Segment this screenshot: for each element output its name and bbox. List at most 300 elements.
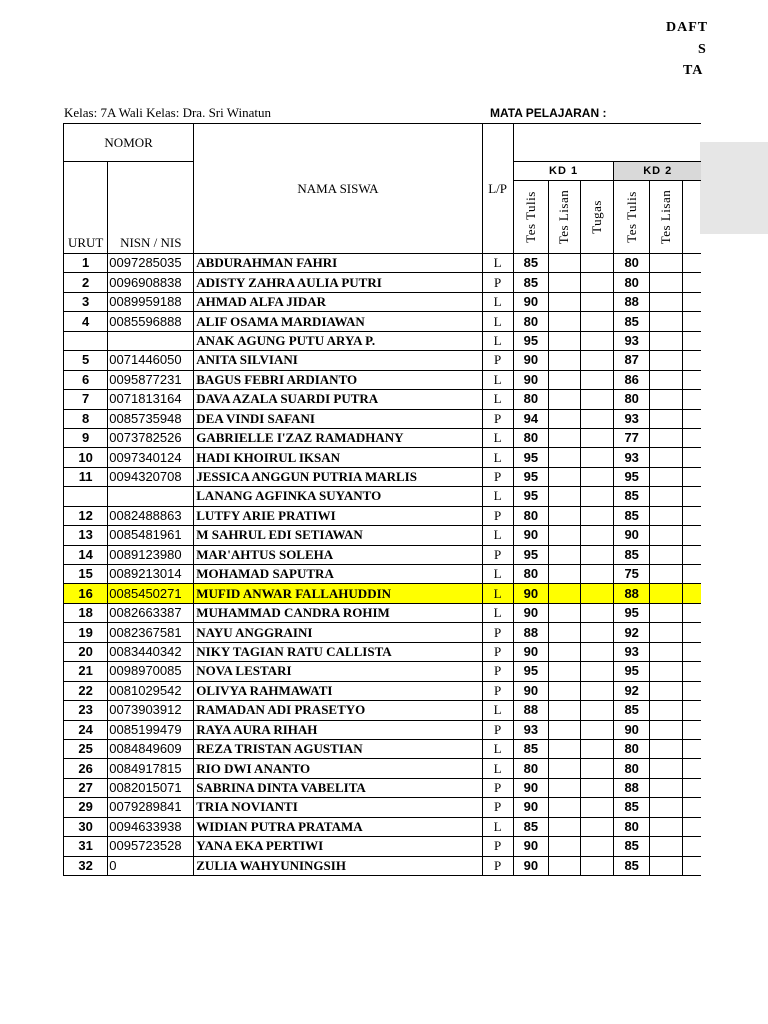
row-kd1-tes-lisan: [548, 390, 580, 409]
row-nama: NIKY TAGIAN RATU CALLISTA: [194, 642, 482, 661]
row-kd2-extra: [682, 487, 701, 506]
row-nama: DEA VINDI SAFANI: [194, 409, 482, 428]
row-nisn: 0095723528: [108, 837, 194, 856]
table-row: [64, 370, 702, 389]
lp-header: L/P: [482, 124, 513, 254]
doc-title-line-1: DAFT: [666, 20, 709, 35]
kd1-tugas-label: Tugas: [589, 200, 605, 234]
row-kd1-tes-lisan: [548, 545, 580, 564]
row-kd2-extra: [682, 603, 701, 622]
row-kd1-tes-tulis: 95: [513, 662, 548, 681]
row-kd1-tes-lisan: [548, 701, 580, 720]
table-row: [64, 662, 702, 681]
row-kd1-tugas: [581, 817, 614, 836]
row-kd2-tes-lisan: [649, 506, 682, 525]
row-nama: WIDIAN PUTRA PRATAMA: [194, 817, 482, 836]
row-kd2-extra: [682, 428, 701, 447]
row-nisn: 0095877231: [108, 370, 194, 389]
row-kd1-tes-lisan: [548, 856, 580, 875]
row-lp: L: [482, 428, 513, 447]
row-nama: ANITA SILVIANI: [194, 351, 482, 370]
row-kd2-extra: [682, 701, 701, 720]
row-kd2-tes-lisan: [649, 720, 682, 739]
row-kd2-tes-lisan: [649, 681, 682, 700]
urut-header: URUT: [64, 162, 108, 254]
row-nama: ANAK AGUNG PUTU ARYA P.: [194, 331, 482, 350]
row-kd1-tes-tulis: 85: [513, 739, 548, 758]
row-kd1-tugas: [581, 778, 614, 797]
row-kd2-extra: [682, 662, 701, 681]
table-row: [64, 448, 702, 467]
row-kd1-tes-lisan: [548, 312, 580, 331]
row-nama: JESSICA ANGGUN PUTRIA MARLIS: [194, 467, 482, 486]
table-row: [64, 837, 702, 856]
table-row: [64, 254, 702, 273]
kd1-tes-tulis-header: [513, 181, 548, 254]
row-nisn: 0073903912: [108, 701, 194, 720]
row-urut: 14: [64, 545, 108, 564]
row-kd2-tes-tulis: 85: [614, 837, 649, 856]
row-lp: L: [482, 312, 513, 331]
row-kd1-tes-tulis: 80: [513, 565, 548, 584]
row-kd2-tes-tulis: 85: [614, 545, 649, 564]
row-lp: P: [482, 681, 513, 700]
row-kd1-tes-lisan: [548, 739, 580, 758]
row-nisn: 0084917815: [108, 759, 194, 778]
row-nisn: 0089959188: [108, 292, 194, 311]
row-kd1-tes-tulis: 90: [513, 798, 548, 817]
row-kd2-tes-lisan: [649, 565, 682, 584]
table-row: [64, 603, 702, 622]
row-kd1-tes-tulis: 90: [513, 856, 548, 875]
row-kd1-tes-tulis: 85: [513, 817, 548, 836]
table-row: [64, 409, 702, 428]
row-kd2-tes-tulis: 92: [614, 623, 649, 642]
row-kd2-extra: [682, 351, 701, 370]
row-kd1-tugas: [581, 526, 614, 545]
kd1-header: KD 1: [513, 162, 614, 181]
row-nisn: 0097285035: [108, 254, 194, 273]
row-nama: HADI KHOIRUL IKSAN: [194, 448, 482, 467]
row-lp: L: [482, 254, 513, 273]
row-kd2-extra: [682, 467, 701, 486]
row-kd1-tes-tulis: 85: [513, 254, 548, 273]
row-kd1-tes-tulis: 90: [513, 292, 548, 311]
row-nisn: 0082663387: [108, 603, 194, 622]
row-kd2-tes-lisan: [649, 662, 682, 681]
row-kd2-tes-tulis: 90: [614, 526, 649, 545]
row-nama: SABRINA DINTA VABELITA: [194, 778, 482, 797]
row-urut: 4: [64, 312, 108, 331]
row-kd1-tugas: [581, 739, 614, 758]
row-urut: 1: [64, 254, 108, 273]
row-kd1-tes-lisan: [548, 778, 580, 797]
row-kd1-tugas: [581, 428, 614, 447]
row-nisn: 0083440342: [108, 642, 194, 661]
row-kd2-tes-tulis: 95: [614, 662, 649, 681]
row-kd1-tugas: [581, 798, 614, 817]
row-kd1-tes-lisan: [548, 837, 580, 856]
row-kd1-tes-tulis: 80: [513, 759, 548, 778]
kd1-tes-tulis-label: Tes Tulis: [522, 191, 538, 243]
row-kd2-tes-lisan: [649, 254, 682, 273]
row-kd1-tes-tulis: 90: [513, 526, 548, 545]
row-nisn: 0082488863: [108, 506, 194, 525]
table-row: [64, 701, 702, 720]
row-kd2-tes-tulis: 80: [614, 254, 649, 273]
row-nama: DAVA AZALA SUARDI PUTRA: [194, 390, 482, 409]
row-kd2-extra: [682, 798, 701, 817]
row-nisn: 0098970085: [108, 662, 194, 681]
row-nama: ABDURAHMAN FAHRI: [194, 254, 482, 273]
row-lp: P: [482, 778, 513, 797]
row-nama: RAMADAN ADI PRASETYO: [194, 701, 482, 720]
row-nisn: 0097340124: [108, 448, 194, 467]
table-row: [64, 681, 702, 700]
row-kd2-tes-tulis: 88: [614, 292, 649, 311]
row-kd2-tes-lisan: [649, 778, 682, 797]
row-urut: 23: [64, 701, 108, 720]
row-kd2-extra: [682, 739, 701, 758]
row-nama: MOHAMAD SAPUTRA: [194, 565, 482, 584]
row-kd1-tes-tulis: 95: [513, 545, 548, 564]
table-row: [64, 428, 702, 447]
row-kd1-tes-tulis: 95: [513, 448, 548, 467]
row-kd1-tes-tulis: 90: [513, 603, 548, 622]
row-kd1-tes-tulis: 90: [513, 837, 548, 856]
row-kd1-tes-lisan: [548, 623, 580, 642]
row-kd1-tes-lisan: [548, 428, 580, 447]
row-kd2-tes-lisan: [649, 545, 682, 564]
row-kd1-tes-tulis: 90: [513, 642, 548, 661]
row-lp: P: [482, 467, 513, 486]
row-kd1-tugas: [581, 623, 614, 642]
table-row: [64, 642, 702, 661]
row-kd1-tes-lisan: [548, 526, 580, 545]
row-kd1-tugas: [581, 351, 614, 370]
row-lp: P: [482, 273, 513, 292]
row-urut: [64, 331, 108, 350]
table-row: [64, 720, 702, 739]
row-lp: L: [482, 739, 513, 758]
row-kd1-tugas: [581, 642, 614, 661]
row-kd1-tes-lisan: [548, 370, 580, 389]
row-kd2-tes-lisan: [649, 817, 682, 836]
row-lp: L: [482, 584, 513, 603]
row-kd1-tes-lisan: [548, 506, 580, 525]
row-lp: L: [482, 759, 513, 778]
row-nisn: 0: [108, 856, 194, 875]
row-kd1-tes-lisan: [548, 273, 580, 292]
row-kd2-tes-lisan: [649, 351, 682, 370]
row-urut: 24: [64, 720, 108, 739]
doc-title-line-3: TA: [683, 63, 704, 78]
row-urut: 31: [64, 837, 108, 856]
row-kd2-tes-tulis: 80: [614, 759, 649, 778]
row-kd1-tes-tulis: 95: [513, 467, 548, 486]
row-kd1-tes-lisan: [548, 292, 580, 311]
subject-label: MATA PELAJARAN :: [490, 106, 607, 120]
row-lp: L: [482, 603, 513, 622]
table-row: [64, 739, 702, 758]
row-kd2-tes-tulis: 93: [614, 448, 649, 467]
row-kd1-tugas: [581, 681, 614, 700]
row-kd2-extra: [682, 778, 701, 797]
row-kd1-tugas: [581, 292, 614, 311]
row-kd1-tugas: [581, 837, 614, 856]
grade-table: [63, 123, 701, 876]
row-kd1-tes-tulis: 90: [513, 370, 548, 389]
row-lp: P: [482, 662, 513, 681]
row-kd2-tes-lisan: [649, 603, 682, 622]
row-nisn: 0082367581: [108, 623, 194, 642]
table-row: [64, 467, 702, 486]
row-kd2-tes-tulis: 80: [614, 739, 649, 758]
table-row: [64, 778, 702, 797]
row-nisn: 0094320708: [108, 467, 194, 486]
row-kd2-tes-lisan: [649, 759, 682, 778]
row-kd2-tes-lisan: [649, 487, 682, 506]
row-lp: P: [482, 506, 513, 525]
row-kd1-tugas: [581, 467, 614, 486]
row-nama: TRIA NOVIANTI: [194, 798, 482, 817]
row-kd1-tes-lisan: [548, 603, 580, 622]
row-kd1-tes-lisan: [548, 798, 580, 817]
row-kd1-tes-tulis: 80: [513, 312, 548, 331]
row-kd2-tes-lisan: [649, 273, 682, 292]
grade-sheet: [63, 123, 701, 873]
nama-header: NAMA SISWA: [194, 124, 482, 254]
kd2-tes-tulis-label: Tes Tulis: [623, 191, 639, 243]
row-lp: L: [482, 701, 513, 720]
row-nisn: 0071446050: [108, 351, 194, 370]
row-kd2-tes-lisan: [649, 526, 682, 545]
row-kd2-extra: [682, 254, 701, 273]
row-kd1-tugas: [581, 254, 614, 273]
row-kd1-tugas: [581, 331, 614, 350]
row-urut: 9: [64, 428, 108, 447]
row-lp: L: [482, 292, 513, 311]
row-kd2-tes-tulis: 85: [614, 506, 649, 525]
kd1-tes-lisan-label: Tes Lisan: [556, 189, 572, 245]
row-kd2-tes-tulis: 75: [614, 565, 649, 584]
row-lp: P: [482, 642, 513, 661]
row-lp: L: [482, 331, 513, 350]
row-kd2-tes-lisan: [649, 739, 682, 758]
table-row: [64, 856, 702, 875]
row-kd2-extra: [682, 545, 701, 564]
row-kd1-tes-lisan: [548, 817, 580, 836]
table-row: [64, 331, 702, 350]
row-kd1-tugas: [581, 448, 614, 467]
row-kd2-extra: [682, 817, 701, 836]
row-lp: L: [482, 817, 513, 836]
row-nama: YANA EKA PERTIWI: [194, 837, 482, 856]
row-kd2-extra: [682, 448, 701, 467]
row-kd1-tes-tulis: 93: [513, 720, 548, 739]
row-nama: ALIF OSAMA MARDIAWAN: [194, 312, 482, 331]
row-kd1-tes-lisan: [548, 331, 580, 350]
row-kd2-extra: [682, 273, 701, 292]
table-row: [64, 817, 702, 836]
row-nama: LANANG AGFINKA SUYANTO: [194, 487, 482, 506]
row-kd2-extra: [682, 720, 701, 739]
table-row: [64, 273, 702, 292]
row-kd2-tes-tulis: 85: [614, 798, 649, 817]
row-nama: RAYA AURA RIHAH: [194, 720, 482, 739]
row-kd1-tugas: [581, 390, 614, 409]
row-kd2-tes-tulis: 88: [614, 584, 649, 603]
row-kd1-tes-tulis: 95: [513, 331, 548, 350]
table-row: [64, 584, 702, 603]
row-lp: P: [482, 409, 513, 428]
table-row: [64, 312, 702, 331]
row-kd1-tugas: [581, 370, 614, 389]
row-lp: P: [482, 837, 513, 856]
kd-header-blank: [513, 124, 701, 162]
row-kd1-tes-tulis: 85: [513, 273, 548, 292]
row-kd2-tes-lisan: [649, 390, 682, 409]
row-kd1-tes-lisan: [548, 565, 580, 584]
row-kd1-tugas: [581, 273, 614, 292]
row-kd2-extra: [682, 837, 701, 856]
row-kd1-tes-lisan: [548, 642, 580, 661]
row-urut: 5: [64, 351, 108, 370]
row-lp: P: [482, 545, 513, 564]
row-kd2-tes-lisan: [649, 837, 682, 856]
row-kd2-tes-tulis: 93: [614, 642, 649, 661]
table-row: [64, 798, 702, 817]
row-kd2-extra: [682, 642, 701, 661]
row-urut: 10: [64, 448, 108, 467]
table-row: [64, 526, 702, 545]
row-kd2-extra: [682, 623, 701, 642]
table-row: [64, 506, 702, 525]
row-kd1-tugas: [581, 545, 614, 564]
row-nisn: 0085199479: [108, 720, 194, 739]
row-nisn: 0089123980: [108, 545, 194, 564]
row-urut: 22: [64, 681, 108, 700]
row-nisn: 0073782526: [108, 428, 194, 447]
row-nisn: [108, 331, 194, 350]
row-kd2-tes-tulis: 85: [614, 701, 649, 720]
row-lp: P: [482, 798, 513, 817]
row-kd1-tugas: [581, 662, 614, 681]
kd2-tes-lisan-header: [649, 181, 682, 254]
row-urut: 8: [64, 409, 108, 428]
row-kd2-extra: [682, 312, 701, 331]
row-kd1-tugas: [581, 701, 614, 720]
row-urut: 29: [64, 798, 108, 817]
row-lp: L: [482, 448, 513, 467]
table-row: [64, 351, 702, 370]
row-urut: 20: [64, 642, 108, 661]
row-kd1-tes-tulis: 88: [513, 623, 548, 642]
row-kd1-tugas: [581, 584, 614, 603]
kd1-tugas-header: [581, 181, 614, 254]
nomor-header: NOMOR: [64, 124, 194, 162]
table-row: [64, 759, 702, 778]
row-kd2-tes-tulis: 85: [614, 856, 649, 875]
row-lp: L: [482, 565, 513, 584]
row-nisn: [108, 487, 194, 506]
row-nama: MUHAMMAD CANDRA ROHIM: [194, 603, 482, 622]
row-kd1-tes-tulis: 80: [513, 506, 548, 525]
row-kd2-tes-tulis: 93: [614, 409, 649, 428]
row-kd1-tes-lisan: [548, 487, 580, 506]
row-kd2-tes-tulis: 93: [614, 331, 649, 350]
row-kd2-tes-lisan: [649, 409, 682, 428]
row-nisn: 0096908838: [108, 273, 194, 292]
row-nama: NAYU ANGGRAINI: [194, 623, 482, 642]
row-kd1-tes-lisan: [548, 759, 580, 778]
row-kd2-tes-tulis: 80: [614, 390, 649, 409]
row-kd2-extra: [682, 409, 701, 428]
row-kd2-tes-lisan: [649, 370, 682, 389]
row-kd1-tes-lisan: [548, 351, 580, 370]
row-kd2-extra: [682, 759, 701, 778]
row-kd2-extra: [682, 565, 701, 584]
row-kd2-tes-tulis: 80: [614, 817, 649, 836]
row-urut: 27: [64, 778, 108, 797]
row-nama: AHMAD ALFA JIDAR: [194, 292, 482, 311]
row-kd2-tes-lisan: [649, 312, 682, 331]
row-lp: P: [482, 720, 513, 739]
row-nisn: 0084849609: [108, 739, 194, 758]
row-nisn: 0094633938: [108, 817, 194, 836]
row-kd2-tes-lisan: [649, 798, 682, 817]
row-kd2-tes-lisan: [649, 584, 682, 603]
row-urut: 2: [64, 273, 108, 292]
row-urut: 15: [64, 565, 108, 584]
kd2-extra-header: [682, 181, 701, 254]
row-kd2-extra: [682, 370, 701, 389]
kd2-tes-lisan-label: Tes Lisan: [657, 189, 673, 245]
row-kd2-tes-lisan: [649, 292, 682, 311]
row-kd2-extra: [682, 681, 701, 700]
row-nisn: 0085735948: [108, 409, 194, 428]
row-lp: L: [482, 370, 513, 389]
row-nama: MUFID ANWAR FALLAHUDDIN: [194, 584, 482, 603]
doc-title-line-2: S: [698, 42, 707, 57]
row-kd2-extra: [682, 584, 701, 603]
kd2-tes-tulis-header: [614, 181, 649, 254]
row-urut: 12: [64, 506, 108, 525]
row-nisn: 0089213014: [108, 565, 194, 584]
row-kd2-tes-tulis: 92: [614, 681, 649, 700]
class-info: Kelas: 7A Wali Kelas: Dra. Sri Winatun: [64, 105, 271, 120]
row-kd1-tugas: [581, 565, 614, 584]
table-row: [64, 623, 702, 642]
table-row: [64, 487, 702, 506]
row-lp: P: [482, 351, 513, 370]
row-kd2-extra: [682, 331, 701, 350]
row-kd1-tugas: [581, 720, 614, 739]
row-urut: [64, 487, 108, 506]
row-nama: NOVA LESTARI: [194, 662, 482, 681]
row-kd2-tes-lisan: [649, 448, 682, 467]
row-kd2-extra: [682, 390, 701, 409]
row-nisn: 0085481961: [108, 526, 194, 545]
table-row: [64, 292, 702, 311]
row-kd1-tes-lisan: [548, 448, 580, 467]
row-kd2-extra: [682, 506, 701, 525]
row-nama: LUTFY ARIE PRATIWI: [194, 506, 482, 525]
row-kd1-tes-lisan: [548, 720, 580, 739]
row-kd1-tes-tulis: 90: [513, 778, 548, 797]
row-nama: MAR'AHTUS SOLEHA: [194, 545, 482, 564]
row-nisn: 0085450271: [108, 584, 194, 603]
